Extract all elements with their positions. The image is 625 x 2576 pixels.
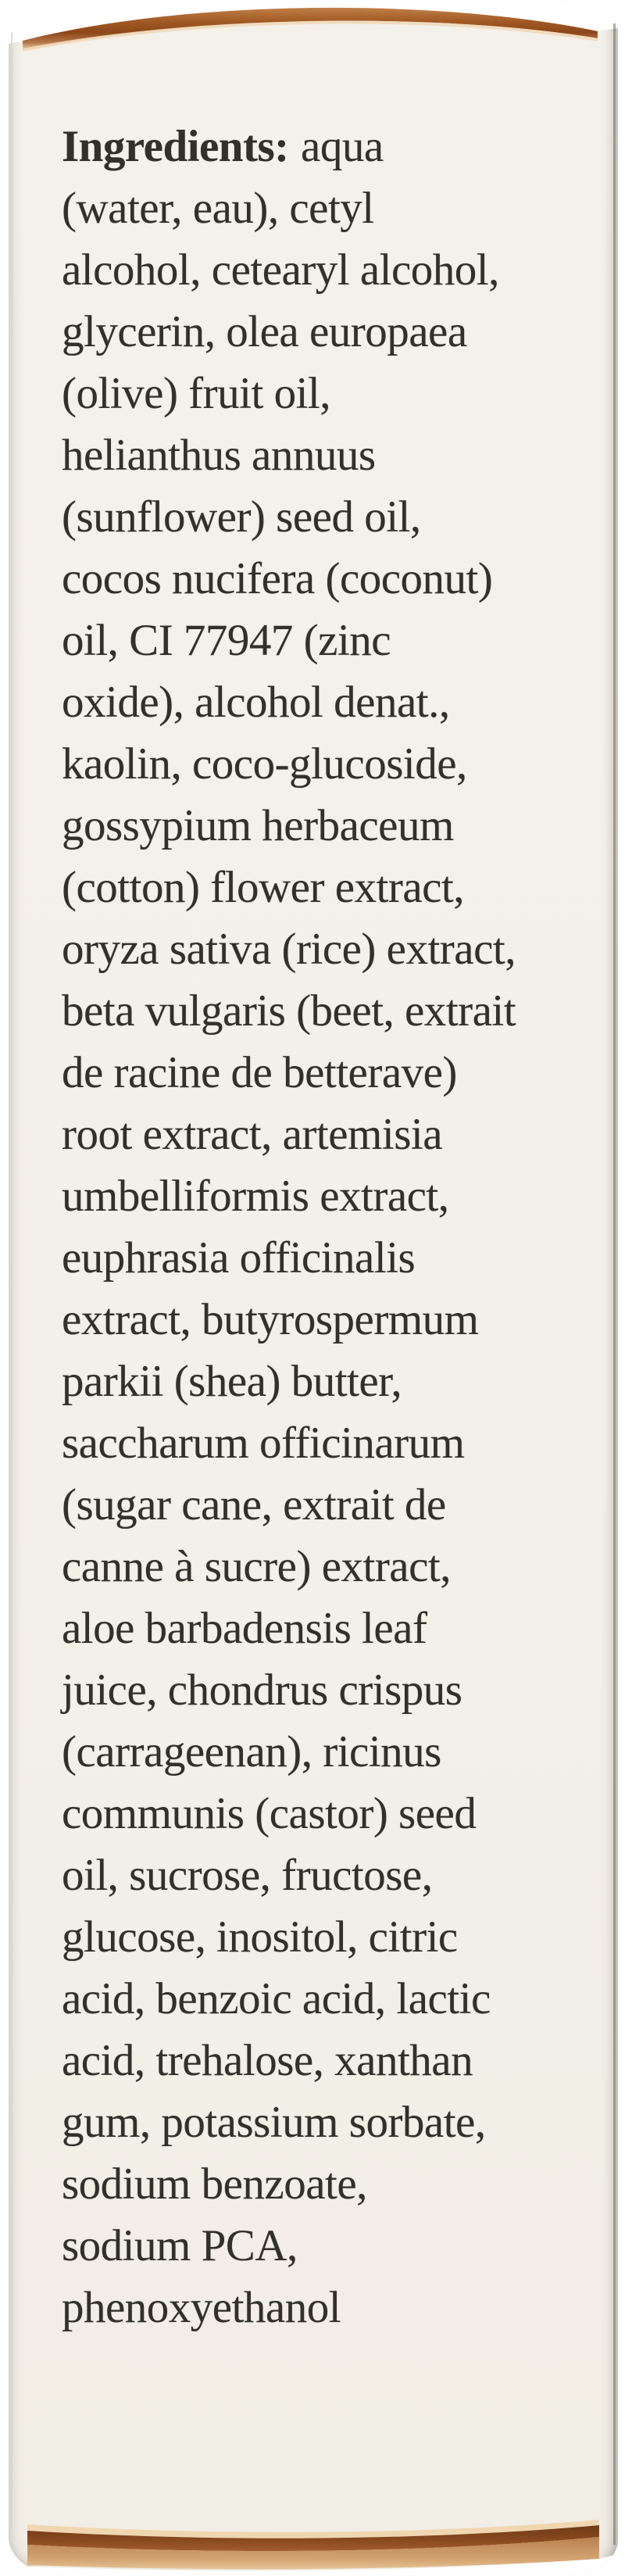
ingredients-line: helianthus annuus <box>62 431 376 480</box>
ingredients-line: saccharum officinarum <box>62 1419 465 1468</box>
ingredients-line: oryza sativa (rice) extract, <box>62 925 516 974</box>
ingredients-heading: Ingredients: <box>62 122 289 171</box>
ingredients-line: acid, benzoic acid, lactic <box>62 1974 491 2023</box>
ingredients-line: parkii (shea) butter, <box>62 1357 402 1406</box>
ingredients-first-line <box>62 116 516 177</box>
box-top-edge-band <box>9 0 618 63</box>
ingredients-line: juice, chondrus crispus <box>62 1665 462 1715</box>
ingredients-line: canne à sucre) extract, <box>62 1542 451 1591</box>
ingredients-line: kaolin, coco-glucoside, <box>62 739 467 789</box>
box-side-panel <box>9 0 618 2576</box>
ingredients-line: gum, potassium sorbate, <box>62 2098 486 2147</box>
ingredients-line: sodium benzoate, <box>62 2159 367 2209</box>
ingredients-line: (sunflower) seed oil, <box>62 492 421 542</box>
ingredients-line: glycerin, olea europaea <box>62 307 467 356</box>
ingredients-line: beta vulgaris (beet, extrait <box>62 986 516 1036</box>
ingredients-line: (sugar cane, extrait de <box>62 1480 446 1530</box>
ingredients-text <box>62 116 516 2338</box>
ingredients-line: (cotton) flower extract, <box>62 863 464 912</box>
ingredients-line: (olive) fruit oil, <box>62 369 330 418</box>
ingredients-line: alcohol, cetearyl alcohol, <box>62 245 499 295</box>
ingredients-line: (water, eau), cetyl <box>62 184 374 233</box>
ingredients-line: (carrageenan), ricinus <box>62 1727 441 1776</box>
ingredients-line: sodium PCA, <box>62 2221 298 2270</box>
box-left-edge-line <box>11 31 12 2529</box>
ingredients-line: root extract, artemisia <box>62 1110 443 1159</box>
box-bottom-edge-band <box>9 2510 618 2576</box>
ingredients-line: oil, CI 77947 (zinc <box>62 616 391 665</box>
ingredients-line: cocos nucifera (coconut) <box>62 554 493 603</box>
ingredients-line: phenoxyethanol <box>62 2283 341 2332</box>
ingredients-line: oxide), alcohol denat., <box>62 678 450 727</box>
ingredients-line: oil, sucrose, fructose, <box>62 1851 433 1900</box>
box-right-edge-line <box>613 23 616 2545</box>
ingredients-line: euphrasia officinalis <box>62 1233 416 1283</box>
ingredients-line: aloe barbadensis leaf <box>62 1604 427 1653</box>
ingredients-line: acid, trehalose, xanthan <box>62 2036 473 2085</box>
ingredients-line: glucose, inositol, citric <box>62 1912 458 1962</box>
ingredients-line: extract, butyrospermum <box>62 1295 479 1344</box>
ingredients-lines <box>62 177 516 2338</box>
ingredients-line: umbelliformis extract, <box>62 1172 449 1221</box>
ingredients-line: communis (castor) seed <box>62 1789 477 1838</box>
ingredients-line: gossypium herbaceum <box>62 801 454 850</box>
ingredients-first-line-rest: aqua <box>301 122 384 171</box>
ingredients-line: de racine de betterave) <box>62 1048 457 1097</box>
